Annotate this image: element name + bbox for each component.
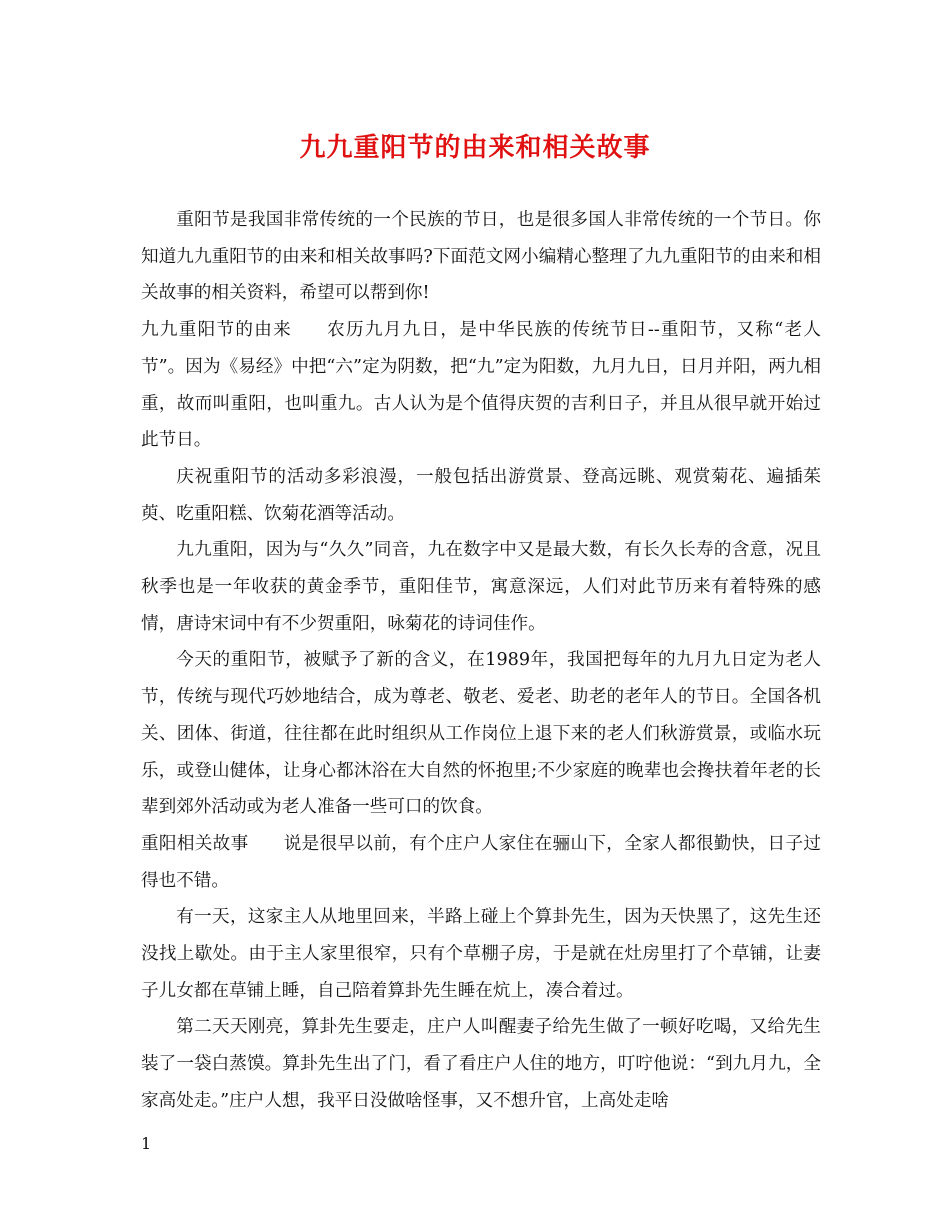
paragraph-text: 九九重阳，因为与“久久”同音，九在数字中又是最大数，有长久长寿的含意，况且秋季也是一年收获的黄金季节，重阳佳节，寓意深远，人们对此节历来有着特殊的感情，唐诗宋词中有不少贺重阳，咏菊花的诗词佳作。 xyxy=(141,540,821,634)
section-heading-story: 重阳相关故事 xyxy=(141,833,249,854)
document-body xyxy=(141,202,821,1120)
paragraph-story-2 xyxy=(141,899,821,1009)
paragraph-origin xyxy=(141,312,821,459)
paragraph-intro xyxy=(141,202,821,312)
paragraph-text: 庆祝重阳节的活动多彩浪漫，一般包括出游赏景、登高远眺、观赏菊花、遍插茱萸、吃重阳糕、饮菊花酒等活动。 xyxy=(141,466,821,524)
paragraph-text: 今天的重阳节，被赋予了新的含义，在1989年，我国把每年的九月九日定为老人节，传统与现代巧妙地结合，成为尊老、敬老、爱老、助老的老年人的节日。全国各机关、团体、街道，往往都在此时组织从工作岗位上退下来的老人们秋游赏景，或临水玩乐，或登山健体，让身心都沐浴在大自然的怀抱里;不少家庭的晚辈也会搀扶着年老的长辈到郊外活动或为老人准备一些可口的饮食。 xyxy=(141,650,821,818)
paragraph-meaning xyxy=(141,532,821,642)
paragraph-modern xyxy=(141,642,821,826)
paragraph-text: 重阳节是我国非常传统的一个民族的节日，也是很多国人非常传统的一个节日。你知道九九重阳节的由来和相关故事吗?下面范文网小编精心整理了九九重阳节的由来和相关故事的相关资料，希望可以帮到你! xyxy=(141,210,821,304)
page-number: 1 xyxy=(141,1134,152,1153)
section-heading-origin: 九九重阳节的由来 xyxy=(141,320,292,341)
paragraph-activities xyxy=(141,459,821,532)
paragraph-text: 有一天，这家主人从地里回来，半路上碰上个算卦先生，因为天快黑了，这先生还没找上歇处。由于主人家里很窄，只有个草棚子房，于是就在灶房里打了个草铺，让妻子儿女都在草铺上睡，自己陪着算卦先生睡在炕上，凑合着过。 xyxy=(141,907,821,1001)
paragraph-text: 说是很早以前，有个庄户人家住在骊山下，全家人都很勤快，日子过得也不错。 xyxy=(141,833,821,891)
paragraph-story xyxy=(141,826,821,899)
paragraph-text: 第二天天刚亮，算卦先生要走，庄户人叫醒妻子给先生做了一顿好吃喝，又给先生装了一袋白蒸馍。算卦先生出了门，看了看庄户人住的地方，叮咛他说：“到九月九，全家高处走。”庄户人想，我平日没做啥怪事，又不想升官，上高处走啥 xyxy=(141,1017,821,1111)
document-title: 九九重阳节的由来和相关故事 xyxy=(299,133,651,163)
paragraph-text: 农历九月九日，是中华民族的传统节日--重阳节，又称“老人节”。因为《易经》中把“六”定为阴数，把“九”定为阳数，九月九日，日月并阳，两九相重，故而叫重阳，也叫重九。古人认为是个值得庆贺的吉利日子，并且从很早就开始过此节日。 xyxy=(141,320,821,451)
paragraph-story-3 xyxy=(141,1009,821,1119)
